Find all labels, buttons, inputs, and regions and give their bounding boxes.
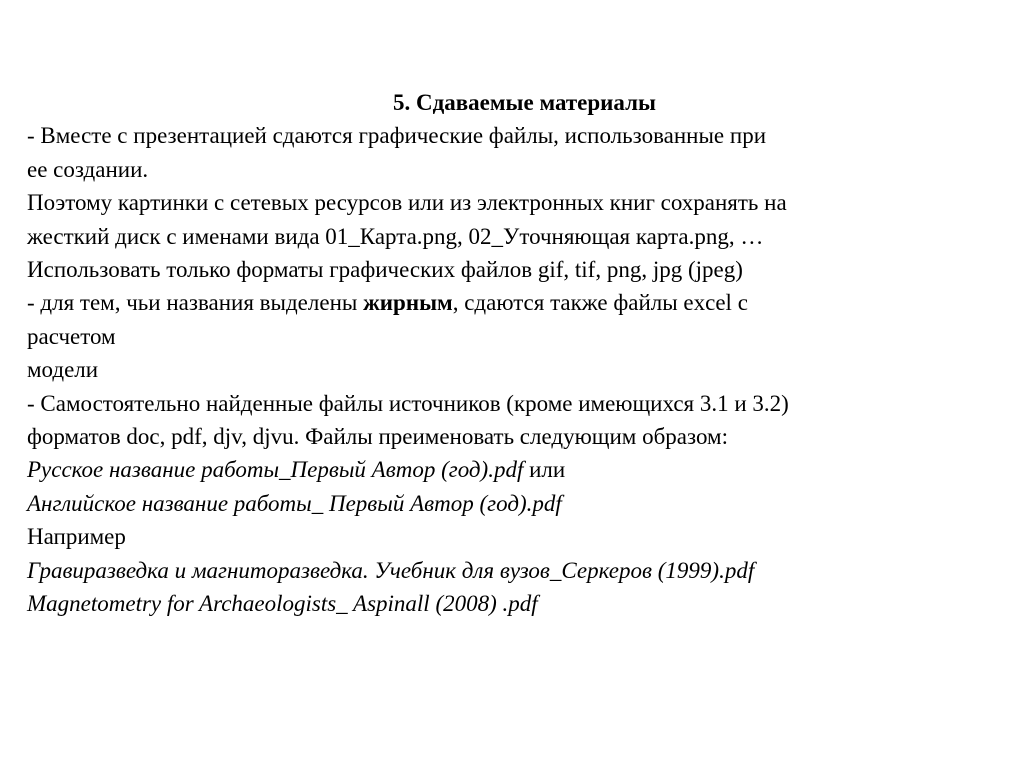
slide-title: 5. Сдаваемые материалы [393,90,656,115]
naming-example-russian-italic: Русское название работы_Первый Автор (год).pdf [27,457,524,483]
naming-example-russian [27,453,987,486]
paragraph-5-line-1: - Самостоятельно найденные файлы источников (кроме имеющихся 3.1 и 3.2) [27,390,789,416]
paragraph-2-line-1: Поэтому картинки с сетевых ресурсов или из электронных книг сохранять на [27,190,787,216]
paragraph-4-bold-word: жирным [363,290,453,316]
paragraph-4-line-2: расчетом [27,323,116,349]
example-file-2: Magnetometry for Archaeologists_ Aspinall (2008) .pdf [27,591,538,617]
paragraph-4-text-after: , сдаются также файлы excel с [452,290,748,316]
naming-example-english: Английское название работы_ Первый Автор (год).pdf [27,490,562,516]
paragraph-1-line-1: - Вместе с презентацией сдаются графические файлы, использованные при [27,123,767,149]
paragraph-4-line-3: модели [27,357,99,383]
paragraph-4-line-1 [27,286,987,319]
paragraph-4-text-before: - для тем, чьи названия выделены [27,290,364,316]
naming-example-russian-after: или [523,457,566,483]
slide-content [27,86,987,621]
example-label: Например [27,524,126,550]
paragraph-1-line-2: ее создании. [27,156,149,182]
paragraph-2-line-2: жесткий диск с именами вида 01_Карта.png, 02_Уточняющая карта.png, … [27,223,764,249]
example-file-1: Гравиразведка и магниторазведка. Учебник для вузов_Серкеров (1999).pdf [27,557,755,583]
paragraph-5-line-2: форматов doc, pdf, djv, djvu. Файлы преименовать следующим образом: [27,424,728,450]
paragraph-3: Использовать только форматы графических файлов gif, tif, png, jpg (jpeg) [27,257,743,283]
